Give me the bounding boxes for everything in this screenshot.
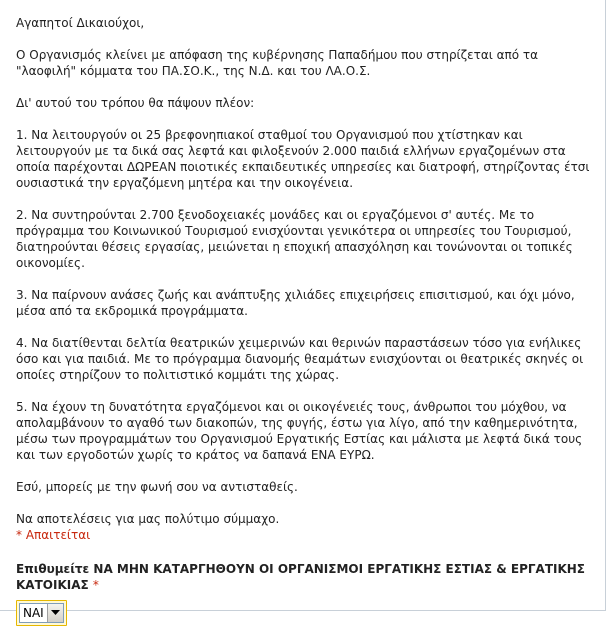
question-text: Επιθυμείτε ΝΑ ΜΗΝ ΚΑΤΑΡΓΗΘΟΥΝ ΟΙ ΟΡΓΑΝΙΣΜΟΙ ΕΡΓΑΤΙΚΗΣ ΕΣΤΙΑΣ & ΕΡΓΑΤΙΚΗΣ ΚΑΤΟΙΚΙΑΣ: [16, 562, 586, 592]
answer-select-value: ΝΑΙ: [23, 606, 44, 620]
answer-select[interactable]: [19, 603, 64, 623]
point-2: 2. Να συντηρούνται 2.700 ξενοδοχειακές μονάδες και οι εργαζόμενοι σ' αυτές. Με το πρόγραμμα του Κοινωνικού Τουρισμού ενισχύονται γενικότερα οι υπηρεσίες του Τουρισμού, διατηρούνται θέσεις εργασίας, μειώνεται η εποχική απασχόληση και τονώνονται οι τοπικές οικονομίες.: [16, 208, 573, 270]
form-content: [16, 15, 592, 626]
dropdown-button[interactable]: [47, 604, 63, 622]
ally-text: Να αποτελέσεις για μας πολύτιμο σύμμαχο.: [16, 512, 280, 526]
chevron-down-icon: [51, 610, 60, 616]
resist-text: Εσύ, μπορείς με την φωνή σου να αντισταθείς.: [16, 480, 298, 494]
point-4: 4. Να διατίθενται δελτία θεατρικών χειμερινών και θερινών παραστάσεων τόσο για ενήλικες όσο και για παιδιά. Με το πρόγραμμα διανομής θεαμάτων ενισχύονται οι θεατρικές σκηνές οι οποίες στηρίζουν το πολιτιστικό κομμάτι της χώρας.: [16, 336, 584, 382]
select-focus-ring: [16, 600, 67, 626]
required-note: * Απαιτείται: [16, 528, 91, 542]
question-label: [16, 561, 592, 593]
point-5: 5. Να έχουν τη δυνατότητα εργαζόμενοι και οι οικογένειές τους, άνθρωποι του μόχθου, να απολαμβάνουν το αγαθό των διακοπών, της φυγής, έστω για λίγο, από την καθημερινότητα, μέσω των προγραμμάτων του Οργανισμού Εργατικής Εστίας και μάλιστα με λεφτά δικά τους και των εργοδοτών χωρίς το κράτος να δαπανά ΕΝΑ ΕΥΡΩ.: [16, 400, 583, 462]
required-star: *: [92, 578, 99, 592]
point-1: 1. Να λειτουργούν οι 25 βρεφονηπιακοί σταθμοί του Οργανισμού που χτίστηκαν και λειτουργούν με τα δικά σας λεφτά και φιλοξενούν 2.000 παιδιά ελλήνων εργαζομένων στα οποία παρέχονται ΔΩΡΕΑΝ ποιοτικές εκπαιδευτικές υπηρεσίες και διατροφή, στηρίζοντας έτσι ουσιαστικά την εργαζόμενη μητέρα και την οικογένεια.: [16, 128, 590, 190]
intro-text: Ο Οργανισμός κλείνει με απόφαση της κυβέρνησης Παπαδήμου που στηρίζεται από τα "λαοφιλή" κόμματα του ΠΑ.ΣΟ.Κ., της Ν.Δ. και του ΛΑ.Ο.Σ.: [16, 48, 539, 78]
lead-text: Δι' αυτού του τρόπου θα πάψουν πλέον:: [16, 96, 255, 110]
point-3: 3. Να παίρνουν ανάσες ζωής και ανάπτυξης χιλιάδες επιχειρήσεις επισιτισμού, και όχι μόνο, μέσα από τα εκδρομικά προγράμματα.: [16, 288, 575, 318]
greeting-text: Αγαπητοί Δικαιούχοι,: [16, 16, 145, 30]
